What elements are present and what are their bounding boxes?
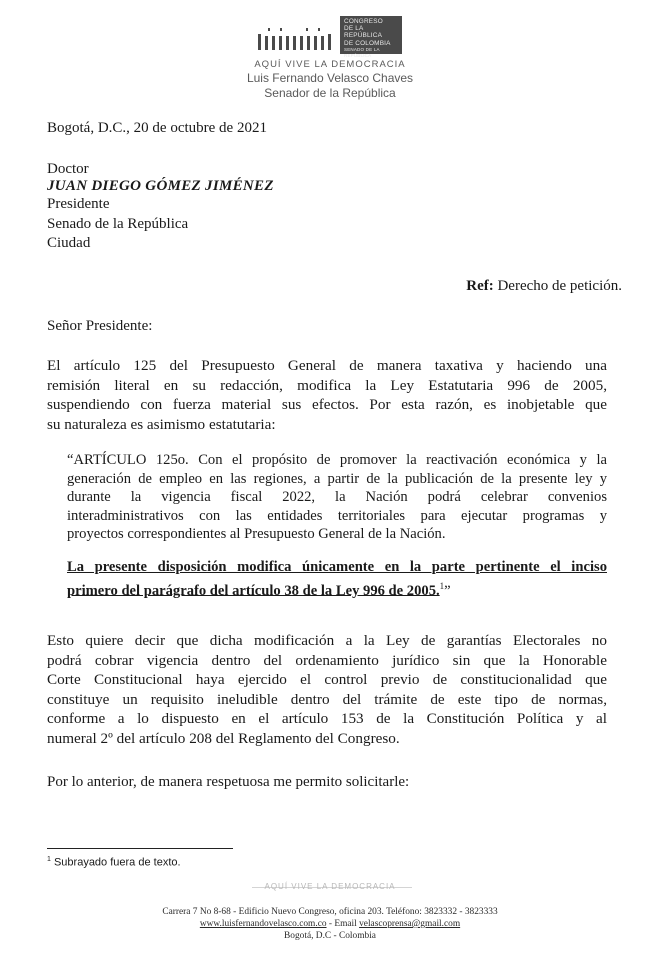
quote-line: proyectos correspondientes al Presupuesto General de la Nación.	[67, 526, 446, 543]
underlined-quote-line-final	[67, 577, 607, 600]
reference-line	[466, 276, 622, 296]
paragraph-line: su naturaleza es asimismo estatutaria:	[47, 415, 276, 433]
logo-line: CONGRESO	[344, 18, 383, 25]
footnote-text: Subrayado fuera de texto.	[50, 856, 181, 869]
paragraph-1	[47, 356, 607, 434]
paragraph-line: numeral 2º del artículo 208 del Reglamento del Congreso.	[47, 729, 400, 747]
paragraph-line: Corte Constitucional haya ejercido el control previo de constitucionalidad que	[47, 671, 607, 688]
quote-line: interadministrativos con las entidades territoriales para ejecutar programas y	[67, 507, 607, 524]
footer-email-link[interactable]: velascoprensa@gmail.com	[359, 919, 461, 929]
logo-line: DE LA REPÚBLICA	[344, 25, 383, 40]
paragraph-line: podrá cobrar vigencia dentro del ordenamiento jurídico sin que la Honorable	[47, 651, 607, 669]
reference-text: Derecho de petición.	[493, 278, 622, 294]
quote-line: “ARTÍCULO 125o. Con el propósito de promover la reactivación económica y la	[67, 452, 607, 468]
footer-address: Carrera 7 No 8-68 - Edificio Nuevo Congreso, oficina 203. Teléfono: 3823332 - 3823333	[162, 907, 498, 917]
underlined-quote-text: primero del parágrafo del artículo 38 de la Ley 996 de 2005.	[67, 582, 440, 599]
paragraph-line: conforme a lo dispuesto en el artículo 153 de la Constitución Política y al	[47, 710, 607, 727]
header-motto: AQUÍ VIVE LA DEMOCRACIA	[254, 59, 406, 70]
closing-quote: ”	[444, 582, 451, 599]
congress-logo	[256, 16, 402, 58]
recipient-name: JUAN DIEGO GÓMEZ JIMÉNEZ	[47, 178, 274, 194]
congress-logo-text	[340, 16, 402, 58]
logo-line: DE COLOMBIA	[344, 39, 391, 47]
capitol-columns-icon	[256, 28, 336, 52]
senator-role: Senador de la República	[264, 86, 396, 100]
paragraph-line: suspendiendo con fuerza material sus efectos. Por esta razón, es inobjetable que	[47, 396, 607, 413]
footer-email-label: - Email	[326, 919, 360, 929]
paragraph-line: El artículo 125 del Presupuesto General de manera taxativa y haciendo una	[47, 357, 607, 374]
paragraph-line: Esto quiere decir que dicha modificación a la Ley de garantías Electorales no	[47, 632, 607, 649]
quote-line: durante la vigencia fiscal 2022, la Nación podrá celebrar convenios	[67, 489, 607, 506]
logo-subline: SENADO DE LA REPÚBLICA	[344, 46, 380, 58]
paragraph-line: constituye un requisito ineludible dentro del trámite de este tipo de normas,	[47, 690, 607, 708]
footnote-number: 1	[47, 856, 51, 863]
quoted-article	[67, 451, 607, 544]
footer-motto: AQUÍ VIVE LA DEMOCRACIA	[264, 882, 396, 891]
footer-contact	[0, 919, 660, 929]
recipient-position: Presidente	[47, 196, 110, 212]
quote-line: generación de empleo en las regiones, a partir de la publicación de la presente ley y	[67, 470, 607, 487]
footnote-divider	[47, 848, 233, 849]
paragraph-2	[47, 631, 607, 748]
quoted-article-underlined	[67, 558, 607, 600]
senator-name: Luis Fernando Velasco Chaves	[246, 71, 414, 85]
recipient-institution: Senado de la República	[47, 216, 189, 232]
reference-label: Ref:	[466, 278, 494, 294]
letter-date: Bogotá, D.C., 20 de octubre de 2021	[47, 120, 267, 136]
paragraph-3: Por lo anterior, de manera respetuosa me permito solicitarle:	[47, 774, 410, 790]
recipient-city: Ciudad	[47, 235, 91, 251]
paragraph-line: remisión literal en su redacción, modifica la Ley Estatutaria 996 de 2005,	[47, 376, 607, 394]
footer-city: Bogotá, D.C - Colombia	[284, 931, 376, 941]
footer-website-link[interactable]: www.luisfernandovelasco.com.co	[199, 919, 327, 929]
footnote-ref: 1	[439, 580, 445, 591]
footnote	[47, 856, 181, 869]
recipient-salutation: Doctor	[47, 161, 89, 177]
greeting: Señor Presidente:	[47, 318, 153, 334]
underlined-quote-line: La presente disposición modifica únicamente en la parte pertinente el inciso	[67, 559, 607, 575]
